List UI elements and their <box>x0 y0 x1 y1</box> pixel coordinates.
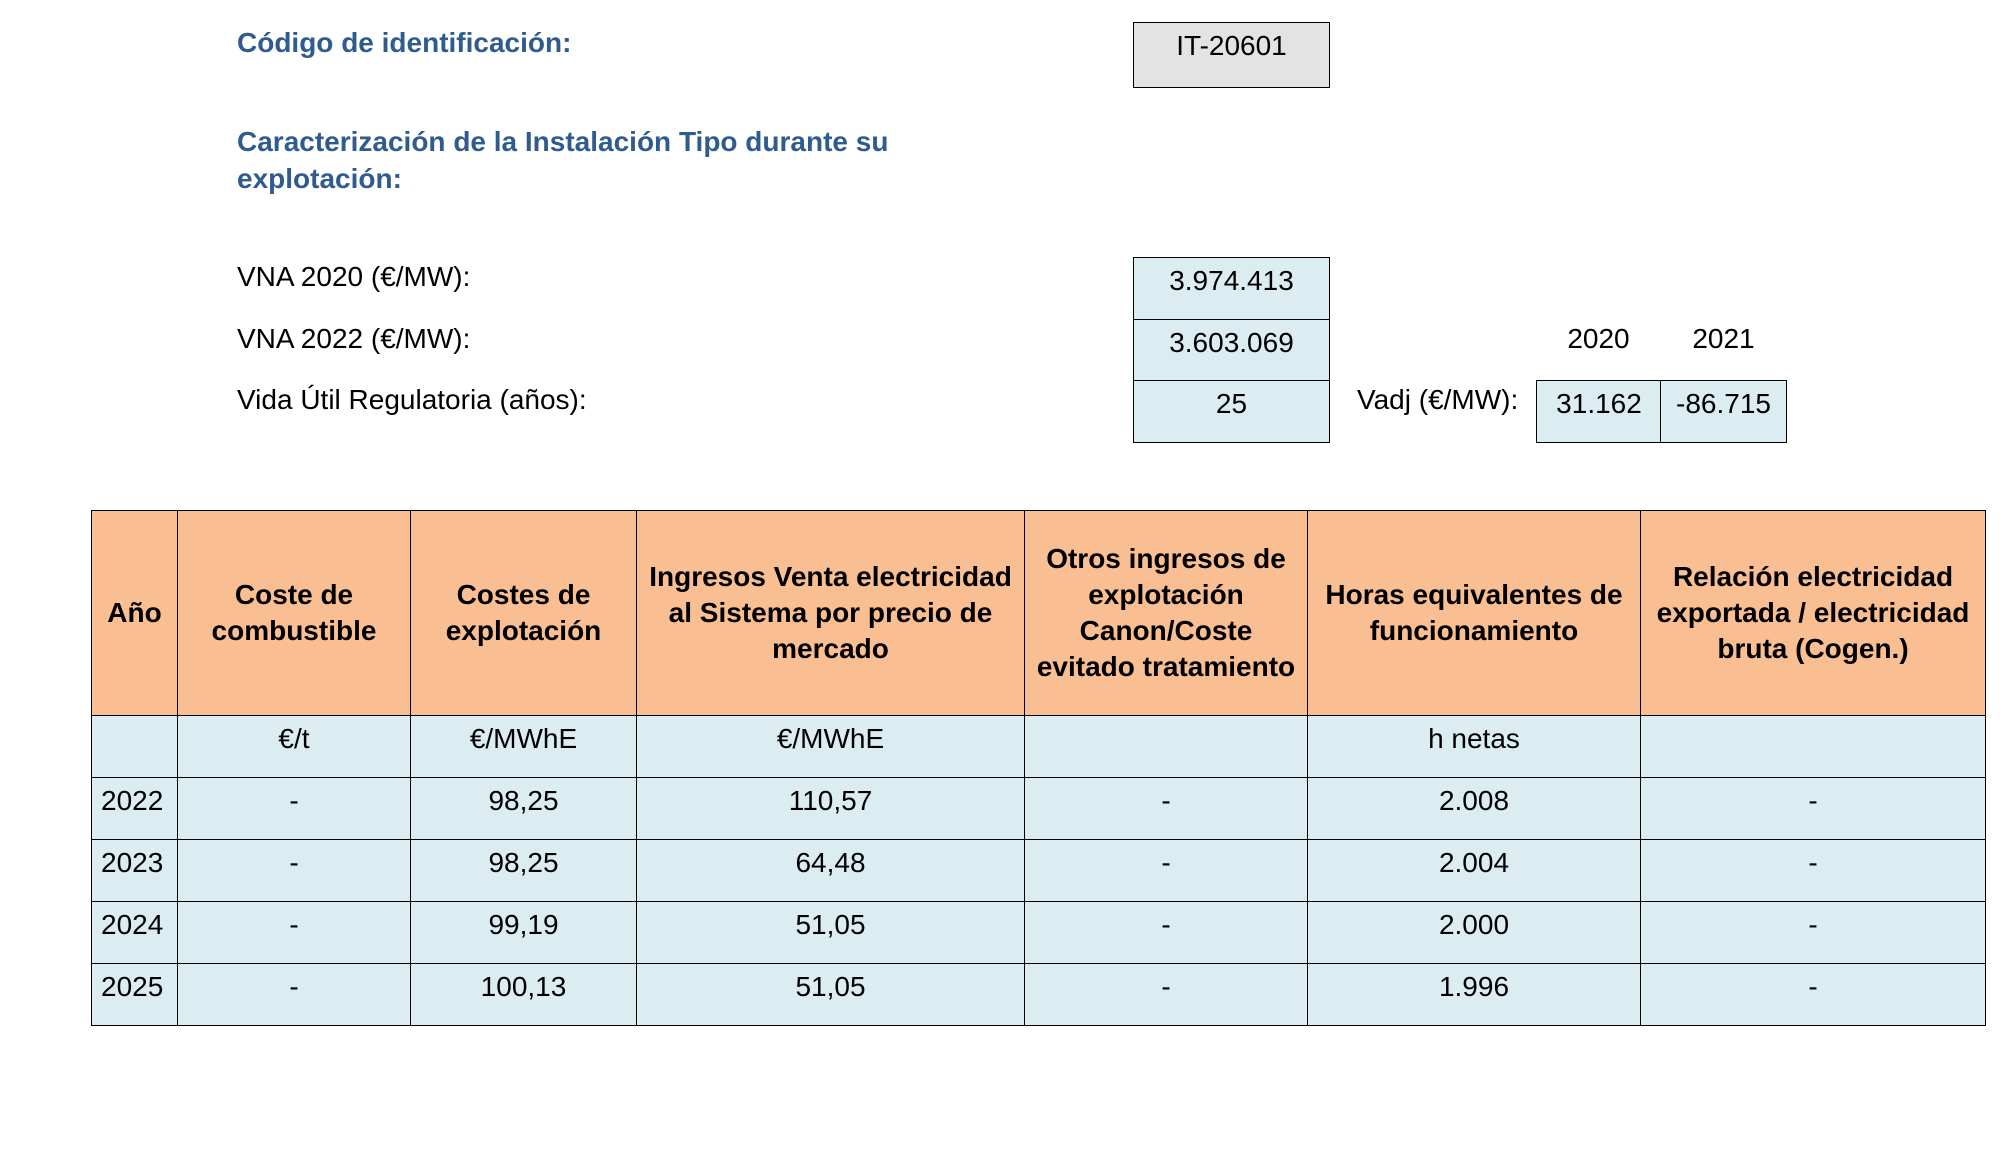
vida-util-label: Vida Útil Regulatoria (años): <box>237 384 587 415</box>
table-cell: 98,25 <box>411 778 637 840</box>
table-cell: - <box>1025 964 1308 1026</box>
unit-cell <box>1025 716 1308 778</box>
table-cell: 51,05 <box>637 902 1025 964</box>
col-header-ano: Año <box>92 511 178 716</box>
year-cell: 2023 <box>92 840 178 902</box>
col-header-coste-combustible: Coste de combustible <box>178 511 411 716</box>
unit-cell <box>1641 716 1986 778</box>
table-cell: 2.004 <box>1308 840 1641 902</box>
id-code-value: IT-20601 <box>1133 22 1330 88</box>
table-cell: 51,05 <box>637 964 1025 1026</box>
vadj-year-2021: 2021 <box>1692 323 1755 354</box>
table-row <box>92 902 1986 964</box>
characterization-heading <box>237 123 888 197</box>
year-cell: 2022 <box>92 778 178 840</box>
vna-2020-value: 3.974.413 <box>1133 257 1330 320</box>
unit-cell: €/MWhE <box>411 716 637 778</box>
year-cell: 2024 <box>92 902 178 964</box>
table-cell: - <box>1641 778 1986 840</box>
table-cell: 1.996 <box>1308 964 1641 1026</box>
table-cell: 2.008 <box>1308 778 1641 840</box>
table-cell: - <box>1025 840 1308 902</box>
vadj-2020-value: 31.162 <box>1536 380 1662 443</box>
vadj-label: Vadj (€/MW): <box>1357 384 1519 415</box>
col-header-horas-equivalentes: Horas equivalentes de funcionamiento <box>1308 511 1641 716</box>
col-header-otros-ingresos: Otros ingresos de explotación Canon/Coste evitado tratamiento <box>1025 511 1308 716</box>
characterization-heading-line1: Caracterización de la Instalación Tipo durante su <box>237 126 889 157</box>
unit-cell: €/t <box>178 716 411 778</box>
table-cell: - <box>1641 964 1986 1026</box>
col-header-relacion-electricidad: Relación electricidad exportada / electricidad bruta (Cogen.) <box>1641 511 1986 716</box>
table-cell: - <box>1025 778 1308 840</box>
id-code-label: Código de identificación: <box>237 27 572 58</box>
vna-2022-label: VNA 2022 (€/MW): <box>237 323 471 354</box>
table-cell: 98,25 <box>411 840 637 902</box>
year-cell: 2025 <box>92 964 178 1026</box>
vadj-2021-value: -86.715 <box>1660 380 1787 443</box>
unit-cell: h netas <box>1308 716 1641 778</box>
units-row <box>92 716 1986 778</box>
table-cell: - <box>1025 902 1308 964</box>
table-row <box>92 778 1986 840</box>
col-header-costes-explotacion: Costes de explotación <box>411 511 637 716</box>
table-cell: 64,48 <box>637 840 1025 902</box>
table-cell: - <box>178 840 411 902</box>
table-cell: - <box>178 902 411 964</box>
header-row <box>92 511 1986 716</box>
operations-table <box>91 510 1986 1026</box>
vna-2020-label: VNA 2020 (€/MW): <box>237 261 471 292</box>
table-cell: 99,19 <box>411 902 637 964</box>
unit-cell: €/MWhE <box>637 716 1025 778</box>
vadj-year-2020: 2020 <box>1567 323 1630 354</box>
table-cell: - <box>178 964 411 1026</box>
table-cell: - <box>178 778 411 840</box>
vida-util-value: 25 <box>1133 380 1330 443</box>
characterization-heading-line2: explotación: <box>237 163 402 194</box>
table-cell: 2.000 <box>1308 902 1641 964</box>
table-cell: - <box>1641 902 1986 964</box>
table-row <box>92 964 1986 1026</box>
table-cell: 110,57 <box>637 778 1025 840</box>
table-row <box>92 840 1986 902</box>
table-cell: 100,13 <box>411 964 637 1026</box>
unit-cell <box>92 716 178 778</box>
vna-2022-value: 3.603.069 <box>1133 319 1330 382</box>
col-header-ingresos-venta: Ingresos Venta electricidad al Sistema por precio de mercado <box>637 511 1025 716</box>
table-cell: - <box>1641 840 1986 902</box>
